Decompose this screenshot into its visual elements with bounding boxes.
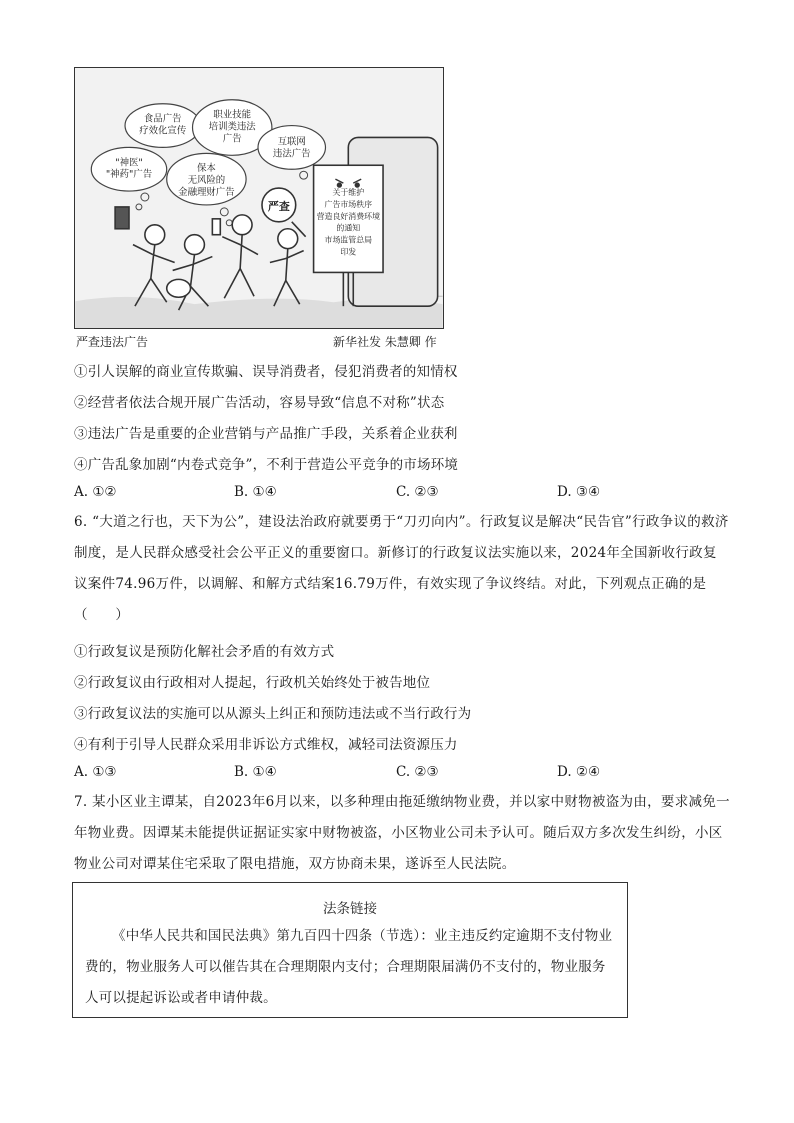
q5-option-a[interactable]: A. ①② [74, 484, 117, 500]
svg-text:市场监管总局: 市场监管总局 [324, 235, 373, 245]
q6-option-c[interactable]: C. ②③ [396, 764, 439, 780]
svg-text:广告: 广告 [222, 133, 242, 145]
q6-item-4: ④有利于引导人民群众采用非诉讼方式维权，减轻司法资源压力 [74, 737, 458, 753]
svg-text:无风险的: 无风险的 [187, 175, 226, 187]
cartoon-caption-left: 严查违法广告 [76, 335, 149, 349]
svg-text:疗效化宣传: 疗效化宣传 [139, 125, 187, 137]
cartoon-caption-right: 新华社发 朱慧卿 作 [333, 335, 437, 349]
svg-text:的通知: 的通知 [336, 223, 361, 233]
law-box-title: 法条链接 [323, 901, 377, 917]
q5-option-b[interactable]: B. ①④ [234, 484, 277, 500]
q7-stem: 7. 某小区业主谭某，自2023年6月以来，以多种理由拖延缴纳物业费，并以家中财物被盗为由，要求减免一年物业费。因谭某未能提供证据证实家中财物被盗，小区物业公司未予认可。随后双方多次发生纠纷，小区物业公司对谭某住宅采取了限电措施，双方协商未果，遂诉至人民法院。 [74, 794, 730, 872]
bubble-text-3: 互联网 [277, 136, 306, 148]
svg-text:违法广告: 违法广告 [272, 148, 311, 160]
svg-text:广告市场秩序: 广告市场秩序 [324, 199, 373, 209]
seal-text: 严查 [267, 199, 290, 213]
law-box-body: 《中华人民共和国民法典》第九百四十四条（节选）：业主违反约定逾期不支付物业费的，物业服务人可以催告其在合理期限内支付；合理期限届满仍不支付的，物业服务人可以提起诉讼或者申请仲裁。 [85, 928, 613, 1006]
q5-item-2: ②经营者依法合规开展广告活动，容易导致“信息不对称”状态 [74, 395, 445, 411]
law-link-box [72, 882, 628, 1018]
q5-item-3: ③违法广告是重要的企业营销与产品推广手段，关系着企业获利 [74, 426, 458, 442]
bubble-text-5: 保本 [196, 163, 216, 175]
q6-option-a[interactable]: A. ①③ [74, 764, 117, 780]
cartoon-illustration [74, 67, 444, 329]
q6-option-b[interactable]: B. ①④ [234, 764, 277, 780]
svg-text:金融理财广告: 金融理财广告 [178, 187, 235, 199]
cartoon-drawing [75, 68, 443, 328]
bubble-text-4: "神医" [115, 157, 143, 169]
bubble-text-1: 食品广告 [143, 113, 182, 125]
q6-item-1: ①行政复议是预防化解社会矛盾的有效方式 [74, 644, 335, 660]
svg-text:"神药"广告: "神药"广告 [105, 169, 153, 181]
svg-text:印发: 印发 [340, 247, 357, 257]
q5-option-d[interactable]: D. ③④ [557, 484, 601, 500]
q5-item-4: ④广告乱象加剧“内卷式竞争”，不利于营造公平竞争的市场环境 [74, 457, 459, 473]
bubble-text-2: 职业技能 [213, 109, 252, 121]
q6-stem: 6. “大道之行也，天下为公”，建设法治政府就要勇于“刀刃向内”。行政复议是解决“民告官”行政争议的救济制度，是人民群众感受社会公平正义的重要窗口。新修订的行政复议法实施以来，2024年全国新收行政复议案件74.96万件，以调解、和解方式结案16.79万件，有效实现了争议终结。对此，下列观点正确的是（ ） [74, 514, 729, 623]
q5-item-1: ①引人误解的商业宣传欺骗、误导消费者，侵犯消费者的知情权 [74, 364, 458, 380]
q6-item-3: ③行政复议法的实施可以从源头上纠正和预防违法或不当行政行为 [74, 706, 472, 722]
svg-text:培训类违法: 培训类违法 [208, 121, 256, 133]
q5-option-c[interactable]: C. ②③ [396, 484, 439, 500]
svg-text:关于维护: 关于维护 [332, 188, 365, 198]
svg-text:营造良好消费环境: 营造良好消费环境 [316, 211, 381, 221]
q6-option-d[interactable]: D. ②④ [557, 764, 601, 780]
q6-item-2: ②行政复议由行政相对人提起，行政机关始终处于被告地位 [74, 675, 431, 691]
